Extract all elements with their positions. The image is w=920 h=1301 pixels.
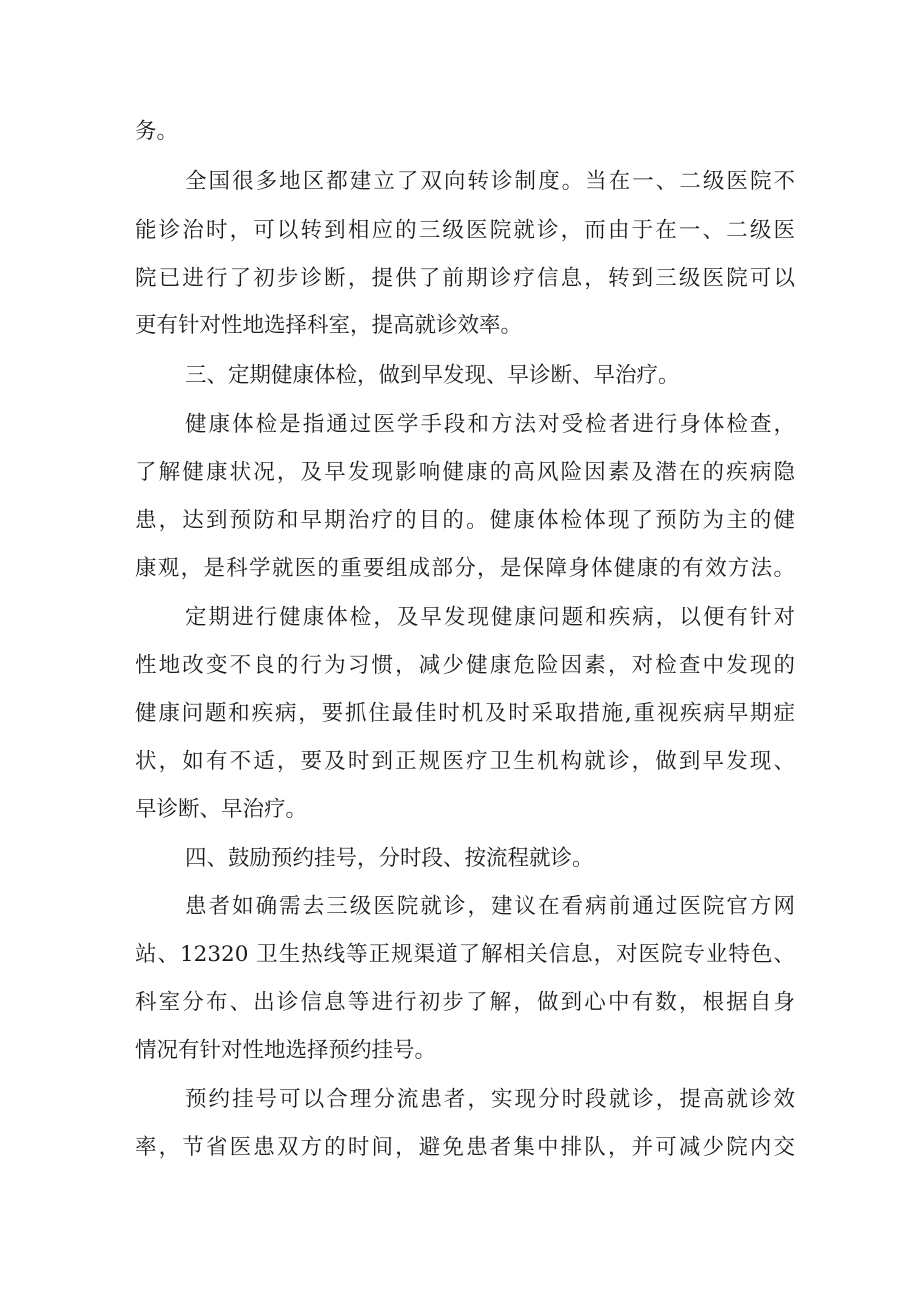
- text-line: 能诊治时，可以转到相应的三级医院就诊，而由于在一、二级医: [135, 218, 795, 243]
- text-line: 更有针对性地选择科室，提高就诊效率。: [135, 313, 523, 338]
- text-line: 全国很多地区都建立了双向转诊制度。当在一、二级医院不: [185, 169, 795, 194]
- text-line: 患者如确需去三级医院就诊，建议在看病前通过医院官方网: [185, 894, 795, 919]
- section-heading: 四、鼓励预约挂号，分时段、按流程就诊。: [185, 846, 594, 871]
- text-line: 定期进行健康体检，及早发现健康问题和疾病，以便有针对: [185, 605, 795, 630]
- text-line: 健康体检是指通过医学手段和方法对受检者进行身体检查，: [185, 412, 795, 437]
- text-line: 院已进行了初步诊断，提供了前期诊疗信息，转到三级医院可以: [135, 266, 795, 291]
- text-line: 患，达到预防和早期治疗的目的。健康体检体现了预防为主的健: [135, 508, 795, 533]
- text-line: 预约挂号可以合理分流患者，实现分时段就诊，提高就诊效: [185, 1087, 795, 1112]
- text-line: 率，节省医患双方的时间，避免患者集中排队，并可减少院内交: [135, 1135, 795, 1160]
- text-line: 状，如有不适，要及时到正规医疗卫生机构就诊，做到早发现、: [135, 749, 795, 774]
- section-heading: 三、定期健康体检，做到早发现、早诊断、早治疗。: [185, 363, 680, 388]
- text-line: 了解健康状况，及早发现影响健康的高风险因素及潜在的疾病隐: [135, 460, 795, 485]
- text-line: 情况有针对性地选择预约挂号。: [135, 1038, 437, 1063]
- text-line: 健康问题和疾病，要抓住最佳时机及时采取措施,重视疾病早期症: [135, 701, 795, 726]
- text-line: 康观，是科学就医的重要组成部分，是保障身体健康的有效方法。: [135, 556, 795, 581]
- text-line: 早诊断、早治疗。: [135, 797, 308, 822]
- text-line: 务。: [135, 119, 179, 144]
- text-line: 科室分布、出诊信息等进行初步了解，做到心中有数，根据自身: [135, 990, 795, 1015]
- text-line: 性地改变不良的行为习惯，减少健康危险因素，对检查中发现的: [135, 653, 795, 678]
- text-line: 站、12320 卫生热线等正规渠道了解相关信息，对医院专业特色、: [135, 942, 795, 967]
